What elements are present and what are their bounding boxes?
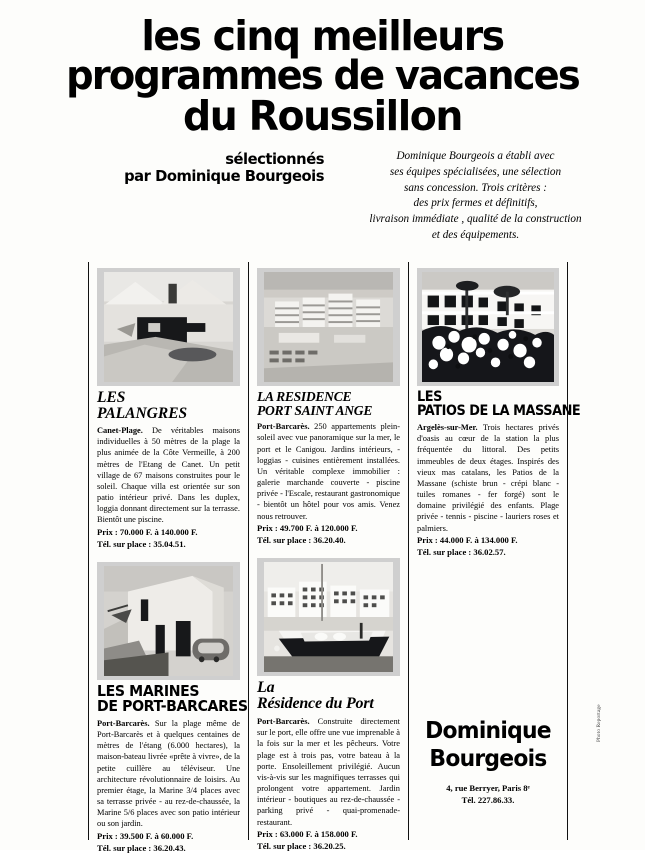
subtitle-block [24, 149, 328, 186]
title-line-2: DE PORT-BARCARES [97, 696, 248, 715]
headline-line-3: du Roussillon [183, 92, 462, 141]
intro-line-2: ses équipes spécialisées, une sélection [389, 165, 562, 178]
programme-title-saintange [257, 390, 400, 417]
description-body: 250 appartements plein-soleil avec vue panoramique sur la mer, le port et le Canigou. Jardins intérieurs, - loggias - cuisines entièrement installées. Un véritable complexe immobilier : galerie marchande couverte - piscine privée - l'Escale, restaurant gastronomique - bientôt un hôtel pour vos amis. Venez nous retrouver. [257, 422, 400, 521]
intro-line-1: Dominique Bourgeois a établi avec [396, 149, 555, 162]
phone-residence-du-port: Tél. sur place : 36.20.25. [257, 840, 346, 851]
intro-paragraph [328, 149, 621, 244]
title-line-1: LA RESIDENCE [257, 389, 352, 404]
title-line-1: LES [417, 389, 442, 405]
title-line-1: La [257, 679, 275, 697]
location-lead: Port-Barcarès. [97, 718, 150, 728]
title-line-2: Résidence du Port [257, 695, 374, 713]
photo-saintange [257, 268, 400, 386]
title-line-2: PALANGRES [97, 404, 188, 422]
programme-title-massane [417, 389, 581, 419]
programme-title-palangres [97, 390, 240, 421]
title-line-2: PATIOS DE LA MASSANE [417, 403, 581, 419]
price-marines: Prix : 39.500 F. à 60.000 F. [97, 830, 194, 841]
phone-marines: Tél. sur place : 36.20.43. [97, 842, 186, 853]
phone-saintange: Tél. sur place : 36.20.40. [257, 534, 346, 545]
signature-line-1: Dominique [425, 718, 551, 744]
headline-line-1: les cinq meilleurs [141, 12, 504, 60]
description-body: De véritables maisons individuelles à 50 mètres de la plage la plus animée de la Côte Vermeille, à 200 mètres de l'Etang de Canet. Un petit village de 67 maisons construites pour le soleil. Chaque villa est orientée sur son patio intérieur privé. Dans les duplex, loggia donnant directement sur la terrasse. Bientôt une piscine. [97, 426, 240, 525]
subtitle-intro-block [0, 137, 645, 244]
page-headline [0, 0, 645, 141]
intro-line-6: et des équipements. [431, 229, 520, 242]
grid-column-1 [88, 262, 248, 853]
location-lead: Port-Barcarès. [257, 422, 310, 432]
phone-palangres: Tél. sur place : 35.04.51. [97, 538, 186, 549]
signature-phone: Tél. 227.86.33. [461, 794, 515, 805]
photo-credit: Photo Reportage [596, 704, 602, 742]
intro-line-5: livraison immédiate , qualité de la construction [369, 213, 582, 226]
location-lead: Port-Barcarès. [257, 717, 310, 727]
grid-column-3 [408, 262, 581, 840]
signature-address: 4, rue Berryer, Paris 8ᵉ [446, 783, 530, 794]
subtitle-line-2: par Dominique Bourgeois [124, 167, 324, 186]
location-lead: Argelès-sur-Mer. [417, 423, 478, 432]
photo-massane [417, 268, 559, 386]
photo-marines [97, 562, 240, 680]
programme-card-saintange [257, 268, 400, 546]
title-line-1: LES MARINES [97, 681, 200, 700]
photo-palangres [97, 268, 240, 386]
signature-line-2: Bourgeois [429, 746, 547, 773]
programme-card-marines [97, 562, 248, 854]
price-saintange: Prix : 49.700 F. à 120.000 F. [257, 522, 358, 533]
phone-massane: Tél. sur place : 36.02.57. [417, 546, 506, 557]
title-line-2: PORT SAINT ANGE [257, 402, 373, 418]
photo-residence-du-port [257, 558, 400, 676]
programme-description-residence-du-port [257, 716, 400, 828]
price-palangres: Prix : 70.000 F. à 140.000 F. [97, 526, 198, 537]
intro-line-3: sans concession. Trois critères : [403, 181, 548, 194]
headline-line-2: programmes de vacances [66, 52, 579, 99]
programme-grid [88, 262, 581, 853]
programme-title-residence-du-port [257, 680, 400, 712]
advertiser-signature [409, 717, 567, 806]
programme-card-massane [417, 268, 581, 558]
programme-description-marines [97, 718, 240, 830]
title-line-1: LES [97, 389, 126, 406]
programme-description-massane [417, 422, 559, 534]
description-body: Trois hectares privés d'oasis au cœur de la station la plus fréquentée du littoral. Des petits immeubles de deux étages. Inspirés des vieux mas catalans, les Patios de la Massane (schiste brun - crépi blanc - tuiles romanes - fer forgé) sont le domaine privilégié des enfants. Plage privée - tennis - piscine - lauriers roses et palmiers. [417, 423, 559, 533]
description-body: Sur la plage même de Port-Barcarès et à quelques centaines de mètres de l'étang (6.000 hectares), la maison-bateau livrée «prête à vivre», de la petite cuillère au téléviseur. Une architecture révolutionnaire de loisirs. Au premier étage, la Marine 3/4 places avec sa terrasse privée - au rez-de-chaussée, la Marine 5/6 places avec son patio intérieur ou son jardin. [97, 718, 240, 829]
programme-card-residence-du-port [257, 558, 400, 852]
price-residence-du-port: Prix : 63.000 F. à 158.000 F. [257, 828, 358, 839]
intro-line-4: des prix fermes et définitifs, [413, 197, 538, 210]
description-body: Construite directement sur le port, elle offre une vue imprenable à la fois sur la mer et les pêcheurs. Votre plage est à trois pas, votre bateau à la porte. Ensoleillement privilégié. Aucun vis-à-vis sur les magnifiques terrasses qui prolongent votre appartement. Jardin intérieur - boutiques au rez-de-chaussée - parking privé - quai-promenade-restaurant. [257, 717, 400, 827]
programme-description-palangres [97, 425, 240, 526]
grid-column-2 [248, 262, 408, 851]
price-massane: Prix : 44.000 F. à 134.000 F. [417, 534, 518, 545]
programme-card-palangres [97, 268, 240, 550]
subtitle-line-1: sélectionnés [225, 149, 324, 168]
programme-title-marines [97, 681, 248, 715]
programme-description-saintange [257, 421, 400, 522]
location-lead: Canet-Plage. [97, 426, 143, 435]
